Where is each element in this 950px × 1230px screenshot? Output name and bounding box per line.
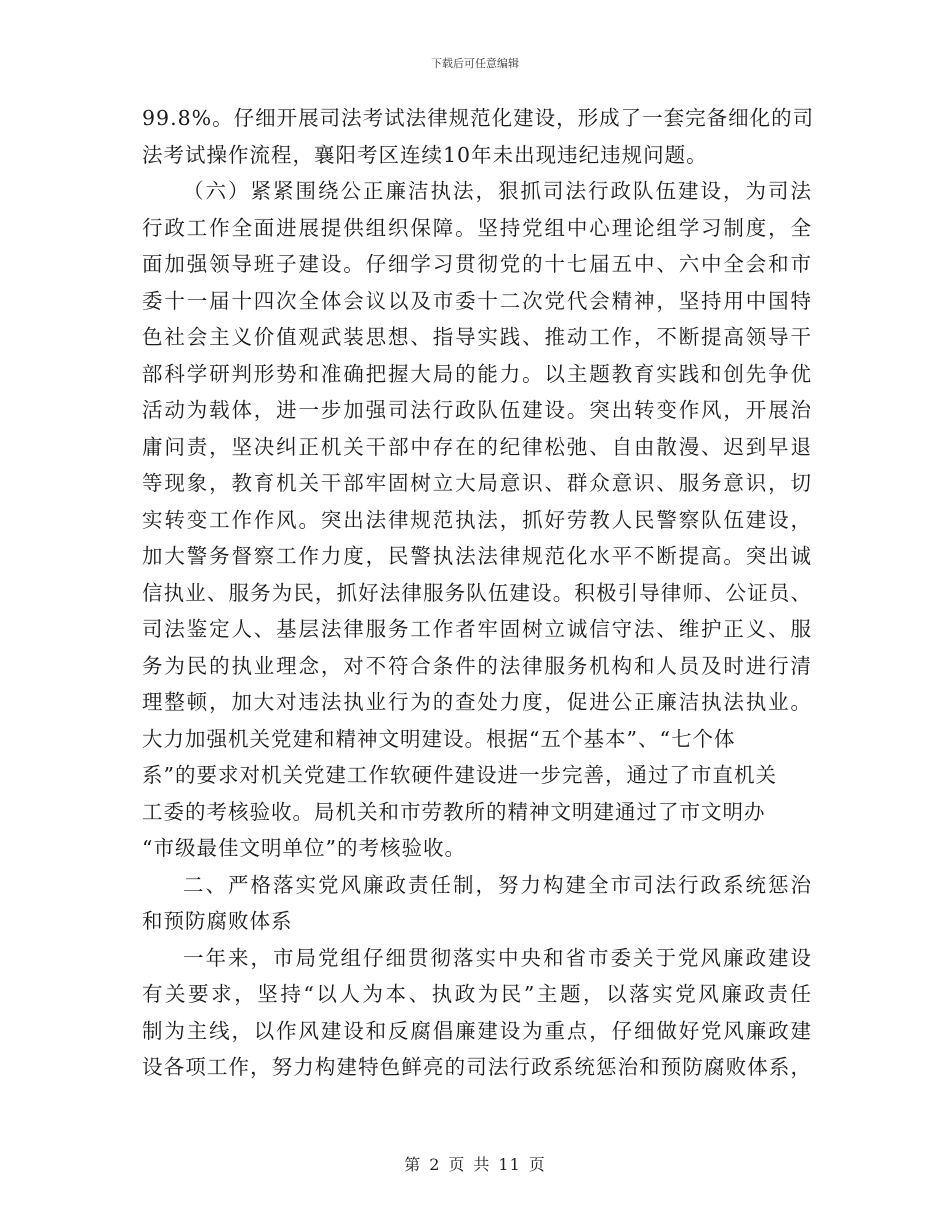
text-line: 设各项工作，努力构建特色鲜亮的司法行政系统惩治和预防腐败体系， — [142, 1055, 812, 1079]
text-line: 委十一届十四次全体会议以及市委十二次党代会精神，坚持用中国特 — [142, 288, 812, 313]
footer-total-word: 共 — [473, 1155, 491, 1174]
footer-page-word: 页 — [448, 1155, 466, 1174]
text-line: 司法鉴定人、基层法律服务工作者牢固树立诚信守法、维护正义、服 — [142, 617, 812, 641]
text-line: 实转变工作作风。突出法律规范执法，抓好劳教人民警察队伍建设， — [142, 507, 812, 532]
text-line: 法考试操作流程，襄阳考区连续10年未出现违纪违规问题。 — [142, 142, 708, 167]
text-line: 部科学研判形势和准确把握大局的能力。以主题教育实践和创先争优 — [142, 361, 812, 386]
header-note: 下载后可任意编辑 — [431, 57, 519, 70]
text-line: 务为民的执业理念，对不符合条件的法律服务机构和人员及时进行清 — [142, 653, 812, 678]
page-number-footer — [0, 1152, 950, 1175]
text-line: 加大警务督察工作力度，民警执法法律规范化水平不断提高。突出诚 — [142, 544, 812, 568]
text-line: 信执业、服务为民，抓好法律服务队伍建设。积极引导律师、公证员、 — [142, 580, 812, 605]
text-line: 99.8%。仔细开展司法考试法律规范化建设，形成了一套完备细化的司 — [142, 106, 815, 130]
text-line: 大力加强机关党建和精神文明建设。根据“五个基本”、“七个体 — [142, 726, 736, 751]
text-line: 一年来，市局党组仔细贯彻落实中央和省市委关于党风廉政建设 — [183, 945, 812, 970]
text-line: 色社会主义价值观武装思想、指导实践、推动工作，不断提高领导干 — [142, 325, 812, 349]
text-line: 制为主线，以作风建设和反腐倡廉建设为重点，仔细做好党风廉政建 — [142, 1018, 812, 1043]
text-line: 等现象，教育机关干部牢固树立大局意识、群众意识、服务意识，切 — [142, 471, 812, 495]
text-line: 庸问责，坚决纠正机关干部中存在的纪律松弛、自由散漫、迟到早退 — [142, 434, 812, 459]
document-body — [142, 100, 815, 1086]
text-line: 活动为载体，进一步加强司法行政队伍建设。突出转变作风，开展治 — [142, 398, 812, 422]
footer-suffix: 页 — [528, 1155, 546, 1174]
footer-prefix: 第 — [404, 1155, 422, 1174]
section-heading-line: 和预防腐败体系 — [142, 909, 293, 933]
current-page-number: 2 — [429, 1155, 441, 1174]
text-line: 面加强领导班子建设。仔细学习贯彻党的十七届五中、六中全会和市 — [142, 252, 812, 276]
total-pages-number: 11 — [498, 1155, 521, 1174]
section-heading-line: 二、严格落实党风廉政责任制，努力构建全市司法行政系统惩治 — [183, 872, 812, 897]
text-line: 行政工作全面进展提供组织保障。坚持党组中心理论组学习制度，全 — [142, 215, 812, 240]
text-line: “市级最佳文明单位”的考核验收。 — [142, 836, 466, 860]
text-line: 理整顿，加大对违法执业行为的查处力度，促进公正廉洁执法执业。 — [142, 690, 812, 714]
text-line: 工委的考核验收。局机关和市劳教所的精神文明建通过了市文明办 — [142, 799, 766, 824]
text-line: （六）紧紧围绕公正廉洁执法，狠抓司法行政队伍建设，为司法 — [183, 179, 812, 203]
text-line: 系”的要求对机关党建工作软硬件建设进一步完善，通过了市直机关 — [142, 763, 777, 787]
text-line: 有关要求，坚持“以人为本、执政为民”主题，以落实党风廉政责任 — [142, 982, 812, 1006]
